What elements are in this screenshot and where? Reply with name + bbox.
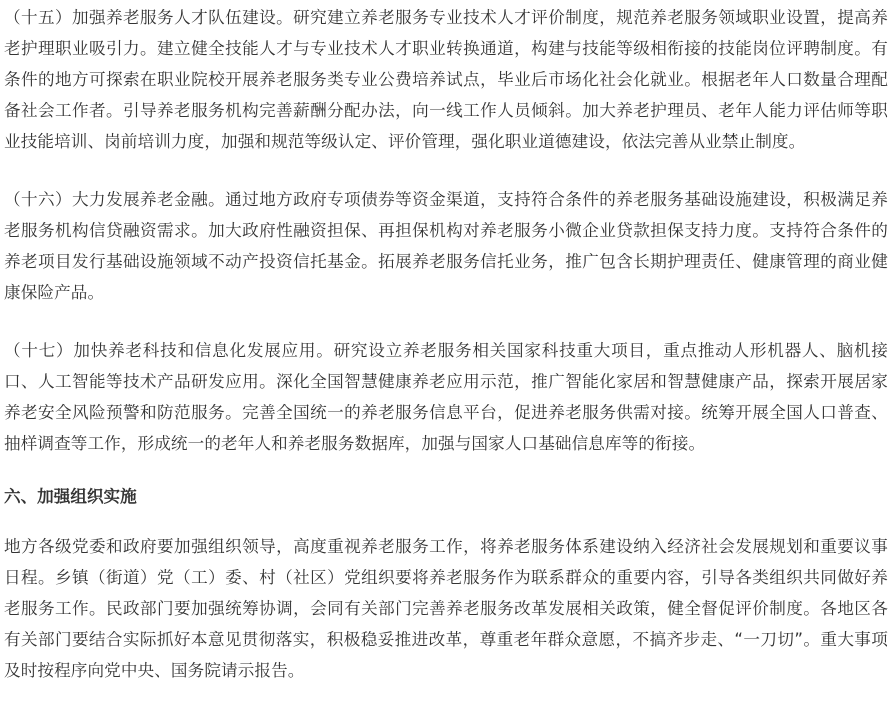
paragraph-organization-implementation: 地方各级党委和政府要加强组织领导，高度重视养老服务工作，将养老服务体系建设纳入经济社会发展规划和重要议事日程。乡镇（街道）党（工）委、村（社区）党组织要将养老服务作为联系群众的重要内容，引导各类组织共同做好养老服务工作。民政部门要加强统筹协调，会同有关部门完善养老服务改革发展相关政策，健全督促评价制度。各地区各有关部门要结合实际抓好本意见贯彻落实，积极稳妥推进改革，尊重老年群众意愿，不搞齐步走、“一刀切”。重大事项及时按程序向党中央、国务院请示报告。	[4, 537, 888, 680]
paragraph-16-elderly-finance: （十六）大力发展养老金融。通过地方政府专项债券等资金渠道，支持符合条件的养老服务基础设施建设，积极满足养老服务机构信贷融资需求。加大政府性融资担保、再担保机构对养老服务小微企业贷款担保支持力度。支持符合条件的养老项目发行基础设施领域不动产投资信托基金。拓展养老服务信托业务，推广包含长期护理责任、健康管理的商业健康保险产品。	[4, 190, 888, 302]
section-heading-organization: 六、加强组织实施	[4, 487, 137, 506]
paragraph-15-talent-team: （十五）加强养老服务人才队伍建设。研究建立养老服务专业技术人才评价制度，规范养老服务领域职业设置，提高养老护理职业吸引力。建立健全技能人才与专业技术人才职业转换通道，构建与技能等级相衔接的技能岗位评聘制度。有条件的地方可探索在职业院校开展养老服务类专业公费培养试点，毕业后市场化社会化就业。根据老年人口数量合理配备社会工作者。引导养老服务机构完善薪酬分配办法，向一线工作人员倾斜。加大养老护理员、老年人能力评估师等职业技能培训、岗前培训力度，加强和规范等级认定、评价管理，强化职业道德建设，依法完善从业禁止制度。	[4, 8, 888, 151]
paragraph-17-technology-informatization: （十七）加快养老科技和信息化发展应用。研究设立养老服务相关国家科技重大项目，重点推动人形机器人、脑机接口、人工智能等技术产品研发应用。深化全国智慧健康养老应用示范，推广智能化家居和智慧健康产品，探索开展居家养老安全风险预警和防范服务。完善全国统一的养老服务信息平台，促进养老服务供需对接。统筹开展全国人口普查、抽样调查等工作，形成统一的老年人和养老服务数据库，加强与国家人口基础信息库等的衔接。	[4, 341, 888, 453]
